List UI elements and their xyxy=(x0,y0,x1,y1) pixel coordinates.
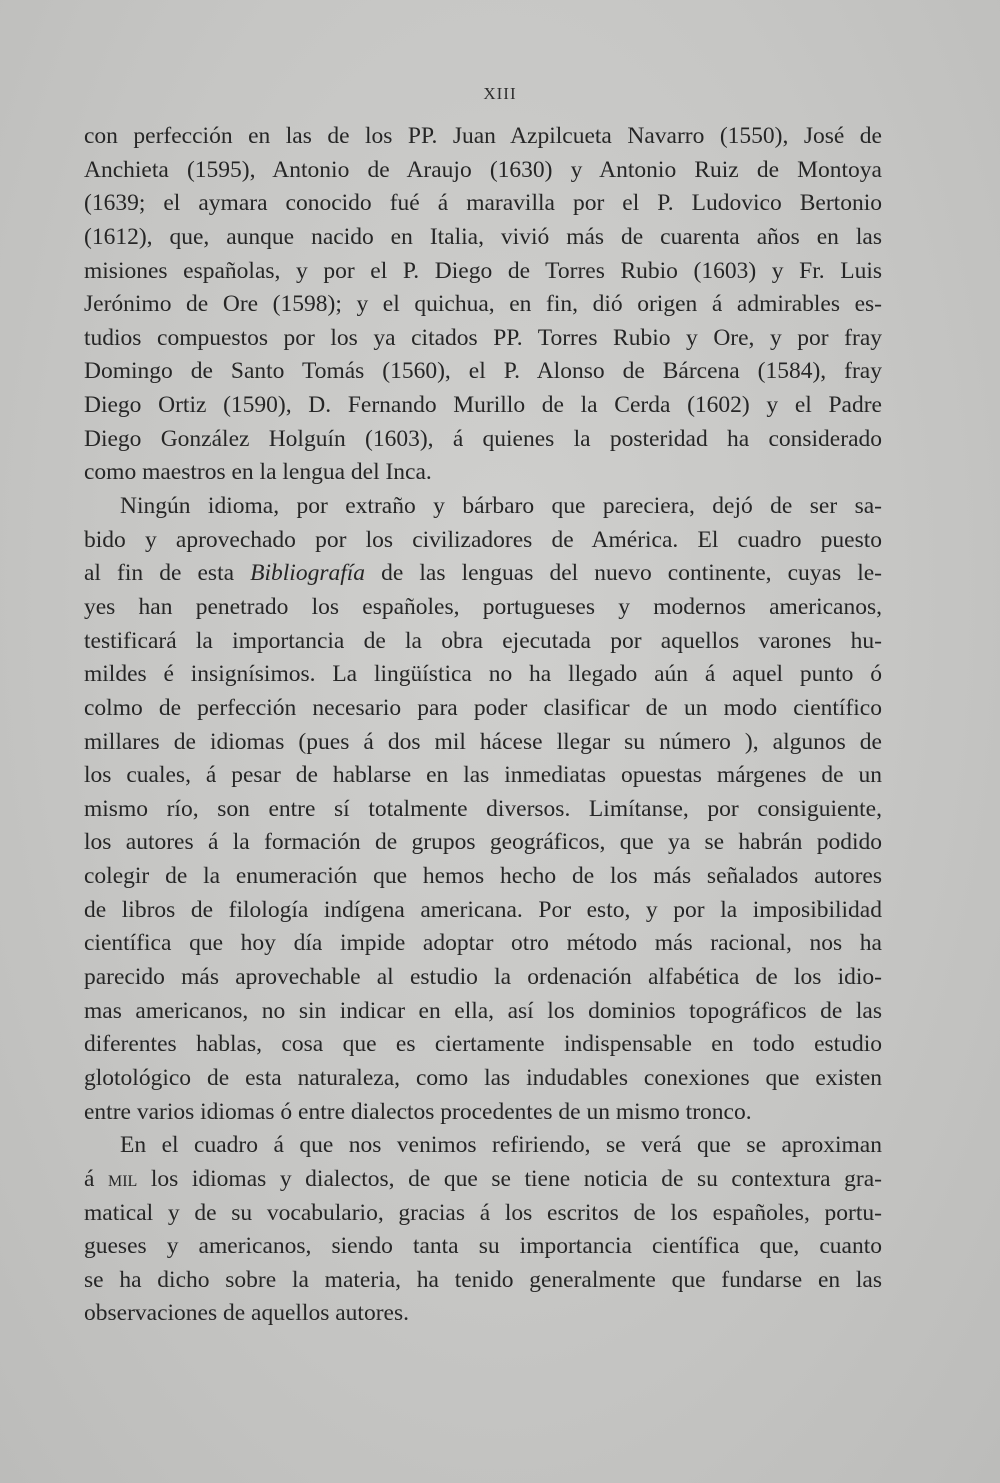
text-line: misiones españolas, y por el P. Diego de Torres Rubio (1603) y Fr. Luis xyxy=(84,257,882,284)
text-line: (1639; el aymara conocido fué á maravilla por el P. Ludovico Bertonio xyxy=(84,190,882,217)
text-line: Diego Ortiz (1590), D. Fernando Murillo de la Cerda (1602) y el Padre xyxy=(84,392,882,419)
text-line: (1612), que, aunque nacido en Italia, vivió más de cuarenta años en las xyxy=(84,223,882,250)
text-line: tudios compuestos por los ya citados PP. Torres Rubio y Ore, y por fray xyxy=(84,324,882,351)
text-line: En el cuadro á que nos venimos refiriendo, se verá que se aproximan xyxy=(120,1132,882,1159)
text-line: colmo de perfección necesario para poder clasificar de un modo científico xyxy=(84,694,882,721)
text-line: bido y aprovechado por los civilizadores de América. El cuadro puesto xyxy=(84,526,882,553)
paragraph xyxy=(84,1129,882,1331)
text-line: matical y de su vocabulario, gracias á los escritos de los españoles, portu- xyxy=(84,1199,882,1226)
text-line: mismo río, son entre sí totalmente diversos. Limítanse, por consiguiente, xyxy=(84,795,882,822)
text-line: Diego González Holguín (1603), á quienes la posteridad ha considerado xyxy=(84,425,882,452)
text-line: los cuales, á pesar de hablarse en las inmediatas opuestas márgenes de un xyxy=(84,762,882,789)
text-line: yes han penetrado los españoles, portugueses y modernos americanos, xyxy=(84,593,882,620)
text-line: Ningún idioma, por extraño y bárbaro que pareciera, dejó de ser sa- xyxy=(120,493,882,520)
text-line: mildes é insignísimos. La lingüística no ha llegado aún á aquel punto ó xyxy=(84,661,882,688)
text-line: glotológico de esta naturaleza, como las indudables conexiones que existen xyxy=(84,1064,882,1091)
text-line: parecido más aprovechable al estudio la ordenación alfabética de los idio- xyxy=(84,964,882,991)
text-line: Jerónimo de Ore (1598); y el quichua, en fin, dió origen á admirables es- xyxy=(84,291,882,318)
paragraph xyxy=(84,490,882,1129)
text-line: testificará la importancia de la obra ejecutada por aquellos varones hu- xyxy=(84,627,882,654)
text-line: diferentes hablas, cosa que es ciertamente indispensable en todo estudio xyxy=(84,1031,882,1058)
small-caps-word: mil xyxy=(108,1165,138,1192)
text-line: millares de idiomas (pues á dos mil hácese llegar su número ), algunos de xyxy=(84,728,882,755)
text-line: Domingo de Santo Tomás (1560), el P. Alonso de Bárcena (1584), fray xyxy=(84,358,882,385)
italic-title: Bibliografía xyxy=(250,560,366,587)
text-line: observaciones de aquellos autores. xyxy=(84,1300,409,1327)
page-number: XIII xyxy=(483,84,517,103)
text-line: científica que hoy día impide adoptar otro método más racional, nos ha xyxy=(84,930,882,957)
text-line: colegir de la enumeración que hemos hecho de los más señalados autores xyxy=(84,863,882,890)
body-text xyxy=(84,120,882,1331)
text-line: entre varios idiomas ó entre dialectos procedentes de un mismo tronco. xyxy=(84,1098,752,1125)
text-line: gueses y americanos, siendo tanta su importancia científica que, cuanto xyxy=(84,1233,882,1260)
text-line: de libros de filología indígena americana. Por esto, y por la imposibilidad xyxy=(84,896,882,923)
paragraph xyxy=(84,120,882,490)
text-line: como maestros en la lengua del Inca. xyxy=(84,459,432,486)
text-line: á mil los idiomas y dialectos, de que se tiene noticia de su contextura gra- xyxy=(84,1165,882,1192)
text-line: se ha dicho sobre la materia, ha tenido generalmente que fundarse en las xyxy=(84,1266,882,1293)
text-line: los autores á la formación de grupos geográficos, que ya se habrán podido xyxy=(84,829,882,856)
text-line: con perfección en las de los PP. Juan Azpilcueta Navarro (1550), José de xyxy=(84,123,882,149)
text-line: Anchieta (1595), Antonio de Araujo (1630) y Antonio Ruiz de Montoya xyxy=(84,156,882,183)
text-line: mas americanos, no sin indicar en ella, así los dominios topográficos de las xyxy=(84,997,882,1024)
text-line: al fin de esta Bibliografía de las lenguas del nuevo continente, cuyas le- xyxy=(84,560,882,587)
